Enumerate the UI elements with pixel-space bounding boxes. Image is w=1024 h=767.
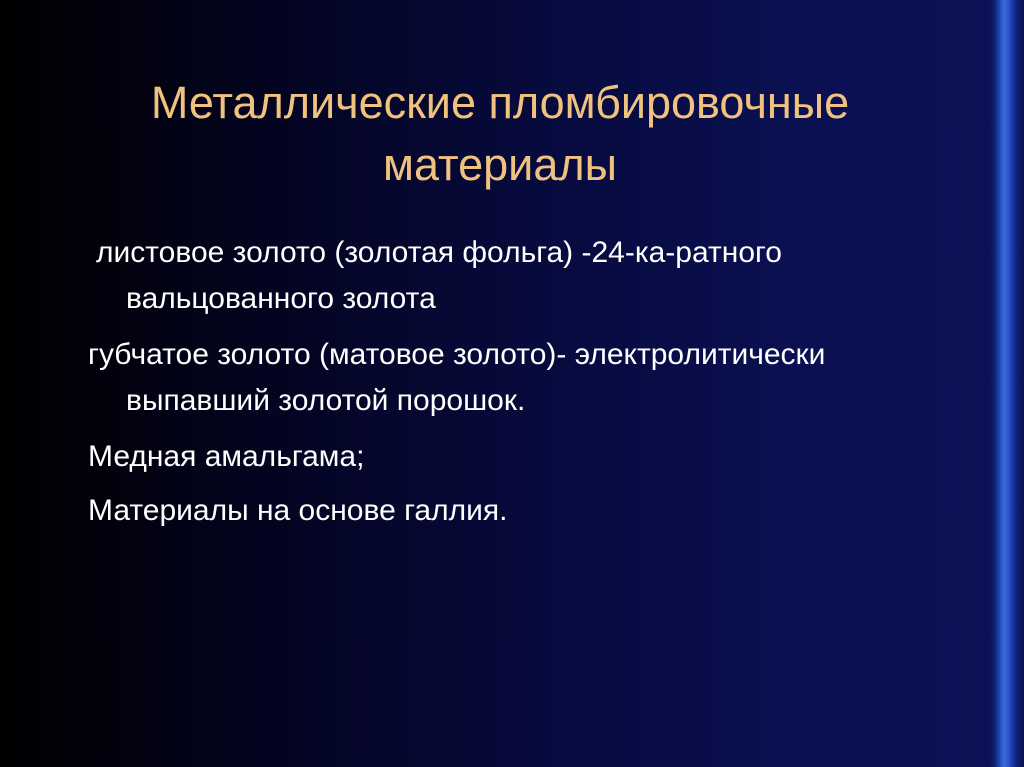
bullet-list	[88, 230, 948, 544]
slide-title: Металлические пломбировочные материалы	[150, 77, 850, 190]
bullet-item: листовое золото (золотая фольга) -24-ка-ратного вальцованного золота	[96, 236, 782, 315]
decorative-side-band	[988, 0, 1024, 767]
bullet-item: губчатое золото (матовое золото)- электролитически выпавший золотой порошок.	[88, 338, 826, 417]
bullet-item: Медная амальгама;	[88, 440, 365, 473]
bullet-item: Материалы на основе галлия.	[88, 494, 508, 527]
